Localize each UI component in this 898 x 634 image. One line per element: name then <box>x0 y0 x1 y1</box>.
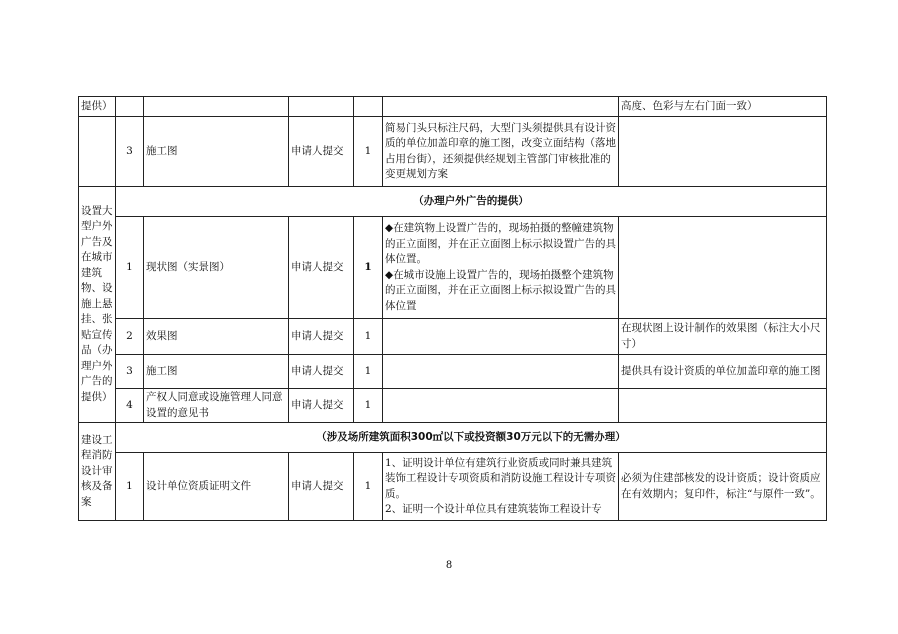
material-name <box>144 97 289 117</box>
note: 必须为住建部核发的设计资质；设计资质应在有效期内；复印件，标注“与原件一致”。 <box>619 453 827 521</box>
material-name: 设计单位资质证明文件 <box>144 453 289 521</box>
note <box>619 217 827 319</box>
table-row <box>79 355 827 389</box>
row-number: 2 <box>116 319 144 355</box>
requirement <box>383 217 619 319</box>
category-cell <box>79 117 116 187</box>
requirement <box>383 355 619 389</box>
copies: 1 <box>354 117 383 187</box>
section-header: （办理户外广告的提供） <box>116 187 827 217</box>
material-name: 施工图 <box>144 117 289 187</box>
copies: 1 <box>354 217 383 319</box>
material-name: 效果图 <box>144 319 289 355</box>
submitter: 申请人提交 <box>289 453 354 521</box>
row-number: 1 <box>116 217 144 319</box>
row-number: 4 <box>116 389 144 423</box>
submitter: 申请人提交 <box>289 319 354 355</box>
requirement <box>383 389 619 423</box>
submitter: 申请人提交 <box>289 355 354 389</box>
requirement <box>383 319 619 355</box>
note: 提供具有设计资质的单位加盖印章的施工图 <box>619 355 827 389</box>
submitter: 申请人提交 <box>289 217 354 319</box>
note <box>619 389 827 423</box>
requirement-part: 1、证明设计单位有建筑行业资质或同时兼具建筑装饰工程设计专项资质和消防设施工程设计专项资质。 <box>385 456 616 500</box>
row-number <box>116 97 144 117</box>
section-header: （涉及场所建筑面积300㎡以下或投资额30万元以下的无需办理） <box>116 423 827 453</box>
requirement <box>383 97 619 117</box>
material-name: 现状图（实景图） <box>144 217 289 319</box>
requirement <box>383 453 619 521</box>
requirement-part: ◆在城市设施上设置广告的，现场拍摄整个建筑物的正立面图，并在正立面图上标示拟设置广告的具体位置 <box>385 268 616 312</box>
copies: 1 <box>354 355 383 389</box>
table-row <box>79 117 827 187</box>
table-row <box>79 319 827 355</box>
submitter <box>289 97 354 117</box>
copies <box>354 97 383 117</box>
requirement-part: ◆在建筑物上设置广告的，现场拍摄的整幢建筑物的正立面图，并在正立面图上标示拟设置广告的具体位置。 <box>385 222 616 265</box>
note: 在现状图上设计制作的效果图（标注大小尺寸） <box>619 319 827 355</box>
page-number: 8 <box>445 560 453 571</box>
submitter: 申请人提交 <box>289 117 354 187</box>
material-name: 产权人同意或设施管理人同意设置的意见书 <box>144 389 289 423</box>
copies: 1 <box>354 389 383 423</box>
copies: 1 <box>354 319 383 355</box>
row-number: 3 <box>116 355 144 389</box>
copies: 1 <box>354 453 383 521</box>
requirement: 简易门头只标注尺码，大型门头须提供具有设计资质的单位加盖印章的施工图，改变立面结构（落地占用台街），还须提供经规划主管部门审核批准的变更规划方案 <box>383 117 619 187</box>
requirement-part: 2、证明一个设计单位具有建筑装饰工程设计专 <box>385 503 602 515</box>
table-row <box>79 97 827 117</box>
category-cell: 建设工程消防设计审核及备案 <box>79 423 116 521</box>
submitter: 申请人提交 <box>289 389 354 423</box>
material-name: 施工图 <box>144 355 289 389</box>
category-cell: 提供） <box>79 97 116 117</box>
section-header-row <box>79 187 827 217</box>
section-header-row <box>79 423 827 453</box>
table-row <box>79 217 827 319</box>
requirements-table <box>78 96 827 521</box>
table-row <box>79 389 827 423</box>
note: 高度、色彩与左右门面一致） <box>619 97 827 117</box>
note <box>619 117 827 187</box>
table-row <box>79 453 827 521</box>
row-number: 1 <box>116 453 144 521</box>
category-cell: 设置大型户外广告及在城市建筑物、设施上悬挂、张贴宣传品（办理户外广告的提供） <box>79 187 116 423</box>
row-number: 3 <box>116 117 144 187</box>
